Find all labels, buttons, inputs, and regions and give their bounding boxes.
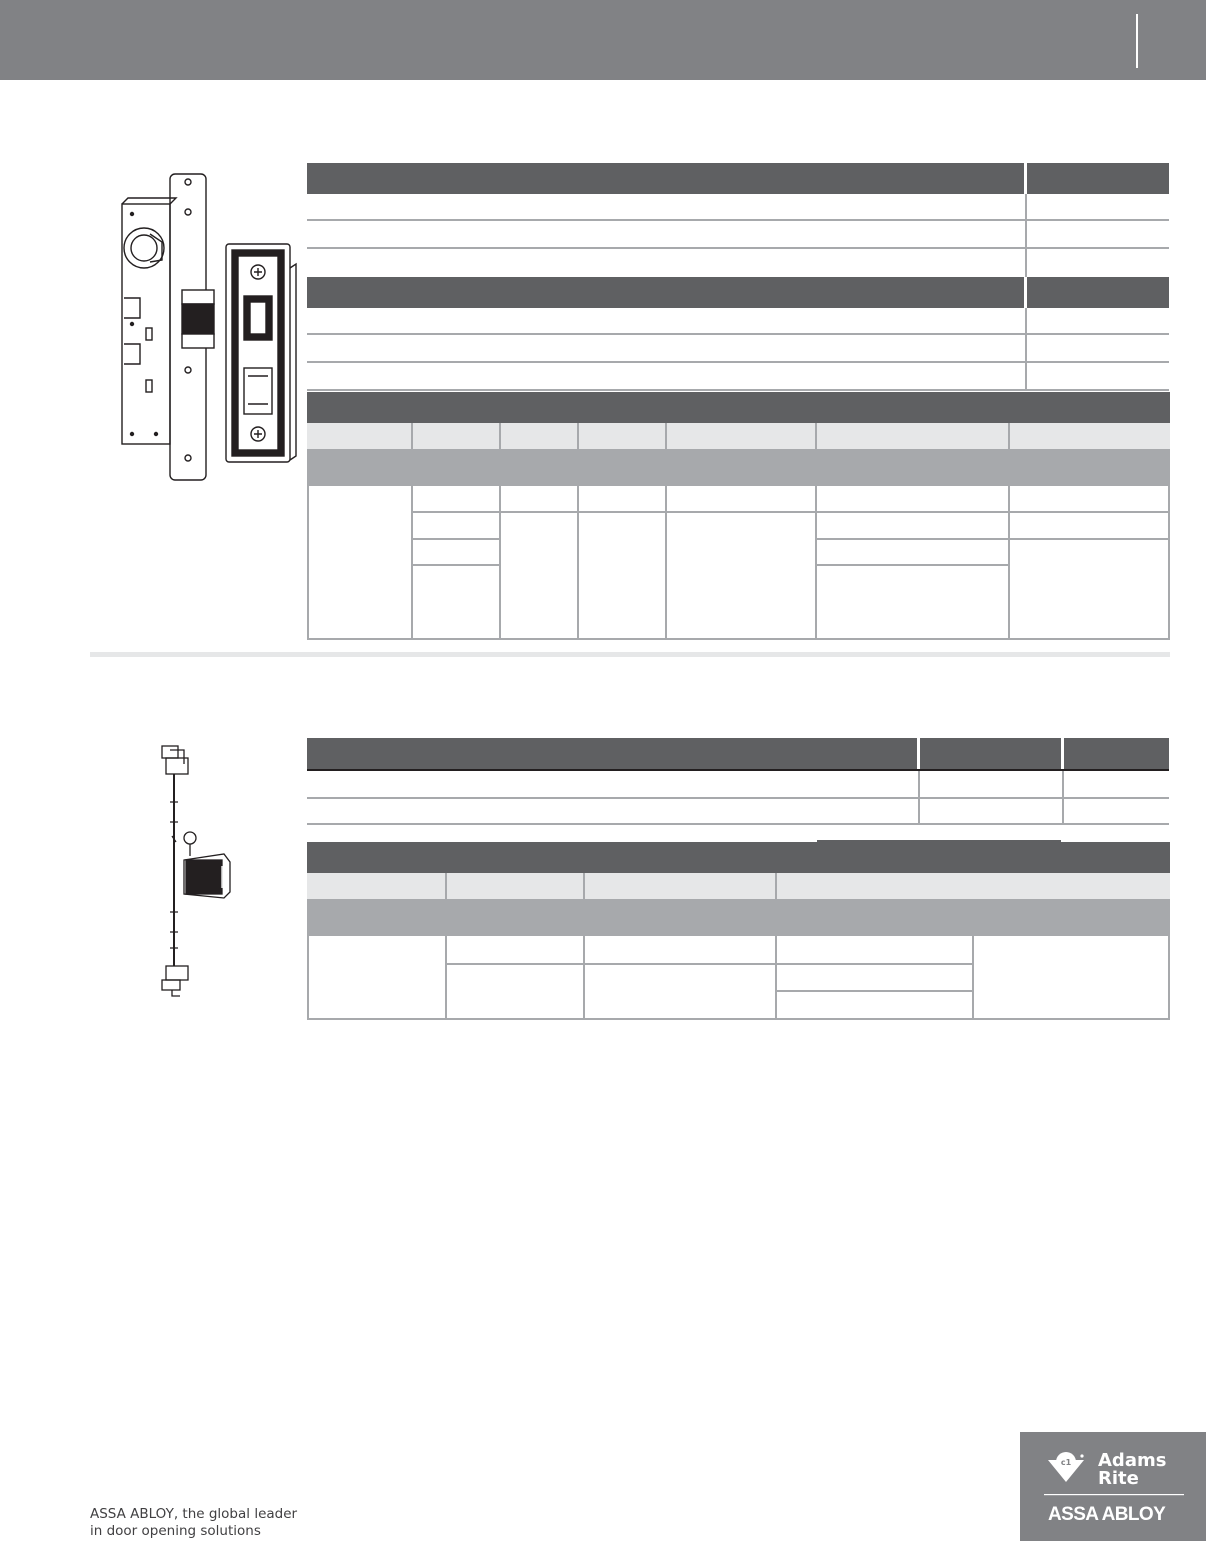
column-divider: [411, 486, 413, 640]
column-divider: [577, 423, 579, 449]
column-divider: [1025, 194, 1027, 277]
column-divider: [1024, 277, 1027, 308]
footer-tagline-line1: ASSA ABLOY, the global leader: [90, 1506, 298, 1522]
column-divider: [583, 936, 585, 1020]
spec-table-2-header: [307, 738, 1169, 769]
banner-divider: [1136, 14, 1138, 68]
logo-divider: [1044, 1494, 1184, 1495]
ordering-table-2-group-band: [307, 899, 1170, 936]
column-divider: [411, 423, 413, 449]
footer-tagline: [90, 1506, 310, 1540]
column-divider: [1062, 771, 1064, 825]
exit-device-rod-icon: [150, 742, 250, 1000]
row-divider: [307, 247, 1169, 249]
section-separator: [90, 652, 1170, 657]
row-divider: [307, 797, 1169, 799]
column-divider: [445, 936, 447, 1020]
deadlatch-with-strike-icon: [110, 168, 300, 488]
table-border-right: [1168, 486, 1170, 640]
table-border-left: [307, 936, 309, 1020]
column-divider: [775, 936, 777, 1020]
column-divider: [1061, 738, 1064, 769]
row-divider: [815, 538, 1170, 540]
row-divider: [307, 219, 1169, 221]
column-divider: [499, 423, 501, 449]
column-divider: [665, 423, 667, 449]
logo-parent-brand: ASSA ABLOY: [1048, 1504, 1166, 1525]
row-divider: [307, 361, 1169, 363]
spec-table-1-header: [307, 163, 1169, 194]
column-divider: [775, 873, 777, 899]
spec-table-1-subheader: [307, 277, 1169, 308]
row-divider: [815, 564, 1009, 566]
column-divider: [815, 423, 817, 449]
column-divider: [972, 936, 974, 1020]
spec-table-2: [307, 738, 1169, 825]
column-divider: [917, 738, 920, 769]
column-divider: [1024, 163, 1027, 194]
column-divider: [665, 486, 667, 640]
ordering-table-1: [307, 392, 1170, 640]
column-divider: [583, 873, 585, 899]
row-divider: [775, 990, 974, 992]
row-divider: [445, 963, 974, 965]
ordering-table-1-group-band: [307, 449, 1170, 486]
logo-mark-glyph: c1: [1060, 1458, 1072, 1467]
table-border-right: [1168, 936, 1170, 1020]
row-divider: [307, 333, 1169, 335]
logo-brand-line2: Rite: [1098, 1468, 1139, 1489]
ordering-table-1-title: [307, 392, 1170, 423]
ordering-table-2: [307, 842, 1170, 1020]
column-divider: [815, 486, 817, 640]
row-divider: [411, 538, 499, 540]
spec-table-1: [307, 163, 1169, 391]
column-divider: [1008, 423, 1010, 449]
table-border-left: [307, 486, 309, 640]
ordering-table-2-title: [307, 842, 1170, 873]
ordering-table-1-column-headers: [307, 423, 1170, 449]
column-divider: [1008, 486, 1010, 640]
column-divider: [499, 486, 501, 640]
row-divider: [307, 823, 1169, 825]
column-divider: [918, 771, 920, 825]
ordering-table-2-column-headers: [307, 873, 1170, 899]
row-divider: [411, 511, 1170, 513]
row-divider: [307, 389, 1169, 391]
adams-rite-logo: [1020, 1432, 1206, 1541]
adams-rite-mark-icon: [1048, 1452, 1084, 1482]
table-border-bottom: [307, 1018, 1170, 1020]
row-divider: [411, 564, 499, 566]
column-divider: [1025, 308, 1027, 391]
top-banner: [0, 0, 1206, 80]
footer-tagline-line2: in door opening solutions: [90, 1523, 261, 1539]
column-divider: [577, 486, 579, 640]
header-rule: [307, 769, 1169, 771]
column-divider: [445, 873, 447, 899]
table-border-bottom: [307, 638, 1170, 640]
logo-brand-line1: Adams: [1098, 1450, 1167, 1471]
